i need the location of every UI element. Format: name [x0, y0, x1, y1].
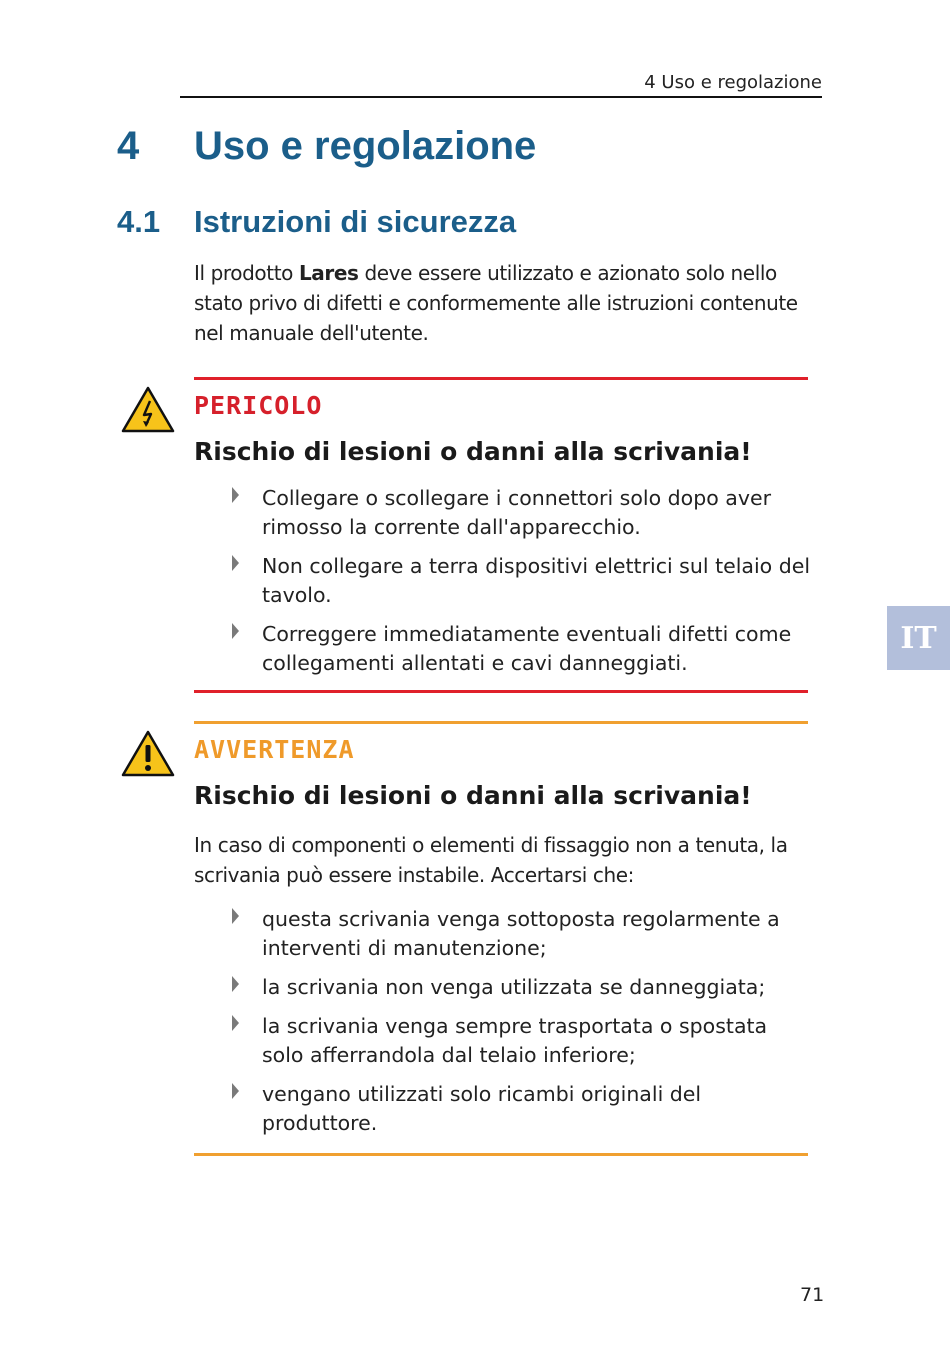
- list-item: la scrivania venga sempre trasportata o spostata solo afferrandola dal telaio inferiore;: [232, 1012, 812, 1070]
- chapter-title: Uso e regolazione: [194, 124, 537, 168]
- warning-signal-word: AVVERTENZA: [194, 735, 355, 764]
- warning-top-rule: [194, 721, 808, 724]
- danger-bottom-rule: [194, 690, 808, 693]
- list-item: questa scrivania venga sottoposta regolarmente a interventi di manutenzione;: [232, 905, 812, 963]
- bullet-arrow-icon: [232, 487, 239, 503]
- bullet-arrow-icon: [232, 1083, 239, 1099]
- bullet-arrow-icon: [232, 908, 239, 924]
- intro-text-before: Il prodotto: [194, 261, 299, 285]
- list-item: la scrivania non venga utilizzata se danneggiata;: [232, 973, 812, 1002]
- danger-top-rule: [194, 377, 808, 380]
- list-item: Correggere immediatamente eventuali difetti come collegamenti allentati e cavi danneggiati.: [232, 620, 812, 678]
- header-rule: [180, 96, 822, 98]
- bullet-arrow-icon: [232, 623, 239, 639]
- warning-title: Rischio di lesioni o danni alla scrivania!: [194, 781, 752, 810]
- page-number: 71: [800, 1284, 825, 1306]
- list-item: Collegare o scollegare i connettori solo dopo aver rimosso la corrente dall'apparecchio.: [232, 484, 812, 542]
- chapter-number: 4: [117, 124, 140, 168]
- bullet-arrow-icon: [232, 1015, 239, 1031]
- warning-bottom-rule: [194, 1153, 808, 1156]
- intro-text-after: deve essere utilizzato e azionato solo nello stato privo di difetti e conformemente alle istruzioni contenute nel manuale dell'utente.: [194, 261, 798, 345]
- warning-text: In caso di componenti o elementi di fissaggio non a tenuta, la scrivania può essere instabile. Accertarsi che:: [194, 833, 788, 887]
- bullet-arrow-icon: [232, 555, 239, 571]
- section-number: 4.1: [117, 204, 161, 239]
- danger-title: Rischio di lesioni o danni alla scrivania!: [194, 437, 752, 466]
- running-header: 4 Uso e regolazione: [644, 72, 822, 93]
- bullet-arrow-icon: [232, 976, 239, 992]
- list-item: vengano utilizzati solo ricambi originali del produttore.: [232, 1080, 812, 1138]
- product-name: Lares: [298, 261, 359, 285]
- intro-paragraph: [194, 258, 814, 348]
- section-title: Istruzioni di sicurezza: [194, 204, 517, 239]
- danger-signal-word: PERICOLO: [194, 391, 323, 420]
- list-item: Non collegare a terra dispositivi elettrici sul telaio del tavolo.: [232, 552, 812, 610]
- danger-list: [232, 484, 812, 688]
- general-warning-icon: [121, 730, 175, 778]
- electric-hazard-icon: [121, 386, 175, 434]
- language-tab: IT: [887, 606, 950, 670]
- warning-list: [232, 905, 812, 1148]
